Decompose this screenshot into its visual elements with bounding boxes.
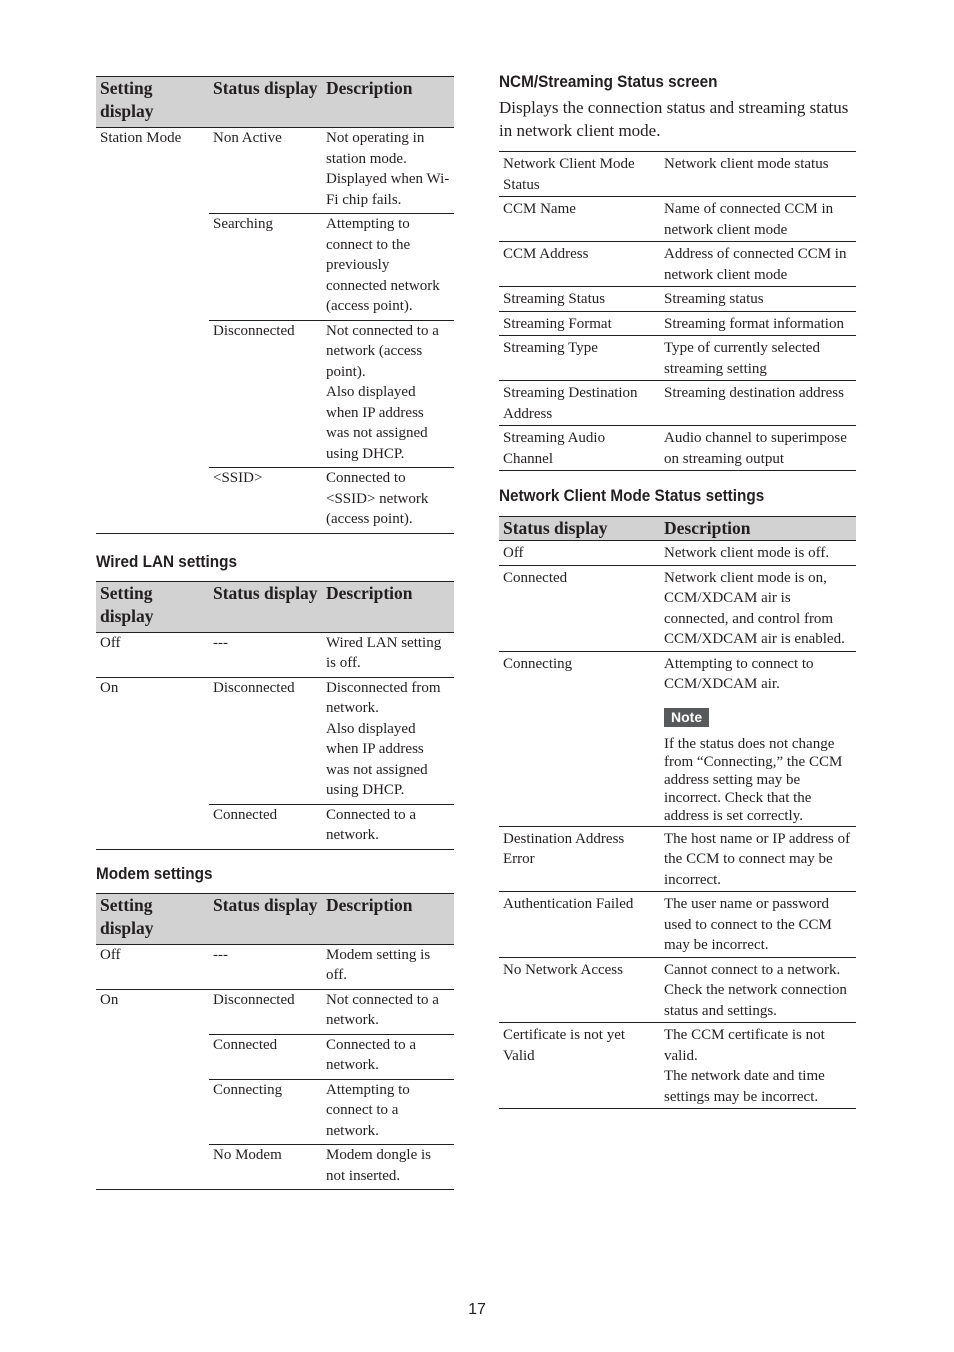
description-cell: Audio channel to superimpose on streaming output: [664, 430, 847, 467]
description-text: Attempting to connect to CCM/XDCAM air.: [664, 655, 814, 692]
status-cell: Destination Address Error: [503, 830, 625, 867]
description-cell: Name of connected CCM in network client mode: [664, 201, 834, 238]
description-cell: Streaming status: [664, 291, 764, 307]
description-cell: [660, 957, 856, 1023]
description-cell: Connected to <SSID> network (access point).: [322, 468, 454, 534]
description-text: The user name or password used to connect to the CCM may be incorrect.: [664, 896, 832, 953]
status-cell: Connected: [503, 569, 568, 586]
wired-lan-table: [96, 581, 454, 850]
description-text: Network client mode is off.: [664, 545, 830, 561]
table-row: [499, 892, 856, 958]
item-cell: Streaming Type: [503, 340, 598, 356]
description-cell: Not operating in station mode. Displayed when Wi-Fi chip fails.: [326, 130, 450, 208]
item-cell: Streaming Audio Channel: [503, 430, 606, 467]
status-cell: Non Active: [213, 130, 282, 146]
item-cell: CCM Address: [503, 246, 589, 262]
description-cell: Connected to a network.: [322, 804, 454, 849]
note-badge: Note: [664, 708, 709, 727]
status-cell: Off: [503, 545, 524, 561]
status-cell: <SSID>: [209, 468, 322, 534]
description-text: Network client mode is on, CCM/XDCAM air is connected, and control from CCM/XDCAM air is enabled.: [664, 569, 845, 647]
description-cell: Network client mode status: [664, 156, 829, 172]
table-header-row: [96, 77, 454, 128]
ncm-streaming-intro: Displays the connection status and streaming status in network client mode.: [499, 98, 849, 140]
description-cell: [660, 541, 856, 566]
status-cell: Certificate is not yet Valid: [503, 1027, 626, 1064]
left-column: [96, 76, 454, 1190]
table-row: [499, 426, 856, 471]
description-text: Cannot connect to a network. Check the network connection status and settings.: [664, 961, 847, 1019]
header-status-display: Status display: [499, 517, 660, 541]
table-header-row: [96, 581, 454, 632]
table-row: [96, 632, 454, 677]
item-cell: Streaming Status: [503, 291, 606, 307]
setting-cell: Off: [100, 946, 121, 963]
table-header-row: [499, 517, 856, 541]
note-text: If the status does not change from “Connecting,” the CCM address setting may be incorrect. Check that the address is set correctly.: [664, 735, 843, 824]
status-cell: Connected: [209, 1034, 322, 1079]
modem-heading: Modem settings: [96, 863, 213, 883]
right-column: [499, 72, 856, 1109]
description-cell: [660, 565, 856, 651]
description-cell: Wired LAN setting is off.: [326, 634, 442, 671]
header-setting-display: Setting display: [96, 581, 209, 632]
description-cell: Not connected to a network.: [326, 991, 439, 1028]
status-cell: Connecting: [503, 655, 573, 672]
modem-table: [96, 893, 454, 1191]
table-row: [499, 541, 856, 566]
table-row: [499, 957, 856, 1023]
header-description: Description: [660, 517, 856, 541]
header-setting-display: Setting display: [96, 77, 209, 128]
page-number: 17: [468, 1301, 486, 1318]
table-row: [96, 128, 454, 214]
setting-cell: Station Mode: [100, 130, 182, 146]
status-cell: Disconnected: [213, 679, 295, 696]
table-row: [499, 152, 856, 197]
status-cell: Disconnected: [213, 991, 295, 1008]
wired-lan-heading: Wired LAN settings: [96, 551, 237, 571]
status-cell: Disconnected: [209, 320, 322, 468]
table-row: [499, 565, 856, 651]
description-cell: Disconnected from network. Also displayed when IP address was not assigned using DHCP.: [326, 679, 441, 798]
setting-cell: On: [100, 991, 119, 1008]
header-status-display: Status display: [209, 581, 322, 632]
ncm-streaming-table: [499, 151, 856, 471]
ncm-status-settings-table: [499, 516, 856, 1109]
ncm-status-settings-heading: Network Client Mode Status settings: [499, 486, 765, 505]
header-status-display: Status display: [209, 77, 322, 128]
table-row: [499, 197, 856, 242]
description-cell: Modem setting is off.: [326, 946, 431, 983]
status-cell: No Network Access: [503, 961, 623, 978]
item-cell: Streaming Format: [503, 315, 612, 332]
table-header-row: [96, 893, 454, 944]
description-cell: [660, 826, 856, 892]
ncm-streaming-heading: NCM/Streaming Status screen: [499, 72, 718, 91]
table-row: [499, 1023, 856, 1109]
description-cell: Not connected to a network (access point). Also displayed when IP address was not assigned using DHCP.: [322, 320, 454, 468]
table-row: [499, 311, 856, 336]
description-cell: [660, 892, 856, 958]
description-cell: [660, 651, 856, 826]
description-cell: Modem dongle is not inserted.: [322, 1145, 454, 1190]
header-status-display: Status display: [209, 893, 322, 944]
description-cell: Connected to a network.: [322, 1034, 454, 1079]
setting-cell: On: [100, 679, 119, 696]
table-row: [499, 826, 856, 892]
setting-cell: Off: [100, 634, 121, 651]
item-cell: CCM Name: [503, 201, 576, 217]
status-cell: Authentication Failed: [503, 896, 634, 912]
table-row: [96, 944, 454, 989]
description-cell: Address of connected CCM in network client mode: [664, 246, 847, 283]
status-cell: Connecting: [209, 1079, 322, 1145]
status-cell: No Modem: [209, 1145, 322, 1190]
table-row: [499, 651, 856, 826]
item-cell: Network Client Mode Status: [503, 156, 635, 193]
table-row: [499, 336, 856, 381]
table-row: [96, 989, 454, 1034]
description-cell: Streaming format information: [664, 315, 844, 332]
header-description: Description: [322, 77, 454, 128]
description-cell: Attempting to connect to the previously connected network (access point).: [322, 214, 454, 321]
status-cell: Connected: [209, 804, 322, 849]
header-description: Description: [322, 893, 454, 944]
header-description: Description: [322, 581, 454, 632]
status-cell: Searching: [209, 214, 322, 321]
status-cell: ---: [213, 634, 228, 651]
header-setting-display: Setting display: [96, 893, 209, 944]
table-row: [499, 242, 856, 287]
description-cell: Streaming destination address: [664, 385, 844, 401]
description-cell: Type of currently selected streaming setting: [664, 340, 820, 377]
status-cell: ---: [213, 946, 228, 963]
wifi-status-table: [96, 76, 454, 534]
table-row: [96, 677, 454, 804]
description-cell: [660, 1023, 856, 1109]
description-text: The CCM certificate is not valid. The network date and time settings may be incorrect.: [664, 1027, 825, 1105]
table-row: [499, 381, 856, 426]
item-cell: Streaming Destination Address: [503, 385, 638, 422]
table-row: [499, 287, 856, 312]
description-cell: Attempting to connect to a network.: [322, 1079, 454, 1145]
description-text: The host name or IP address of the CCM to connect may be incorrect.: [664, 830, 851, 888]
